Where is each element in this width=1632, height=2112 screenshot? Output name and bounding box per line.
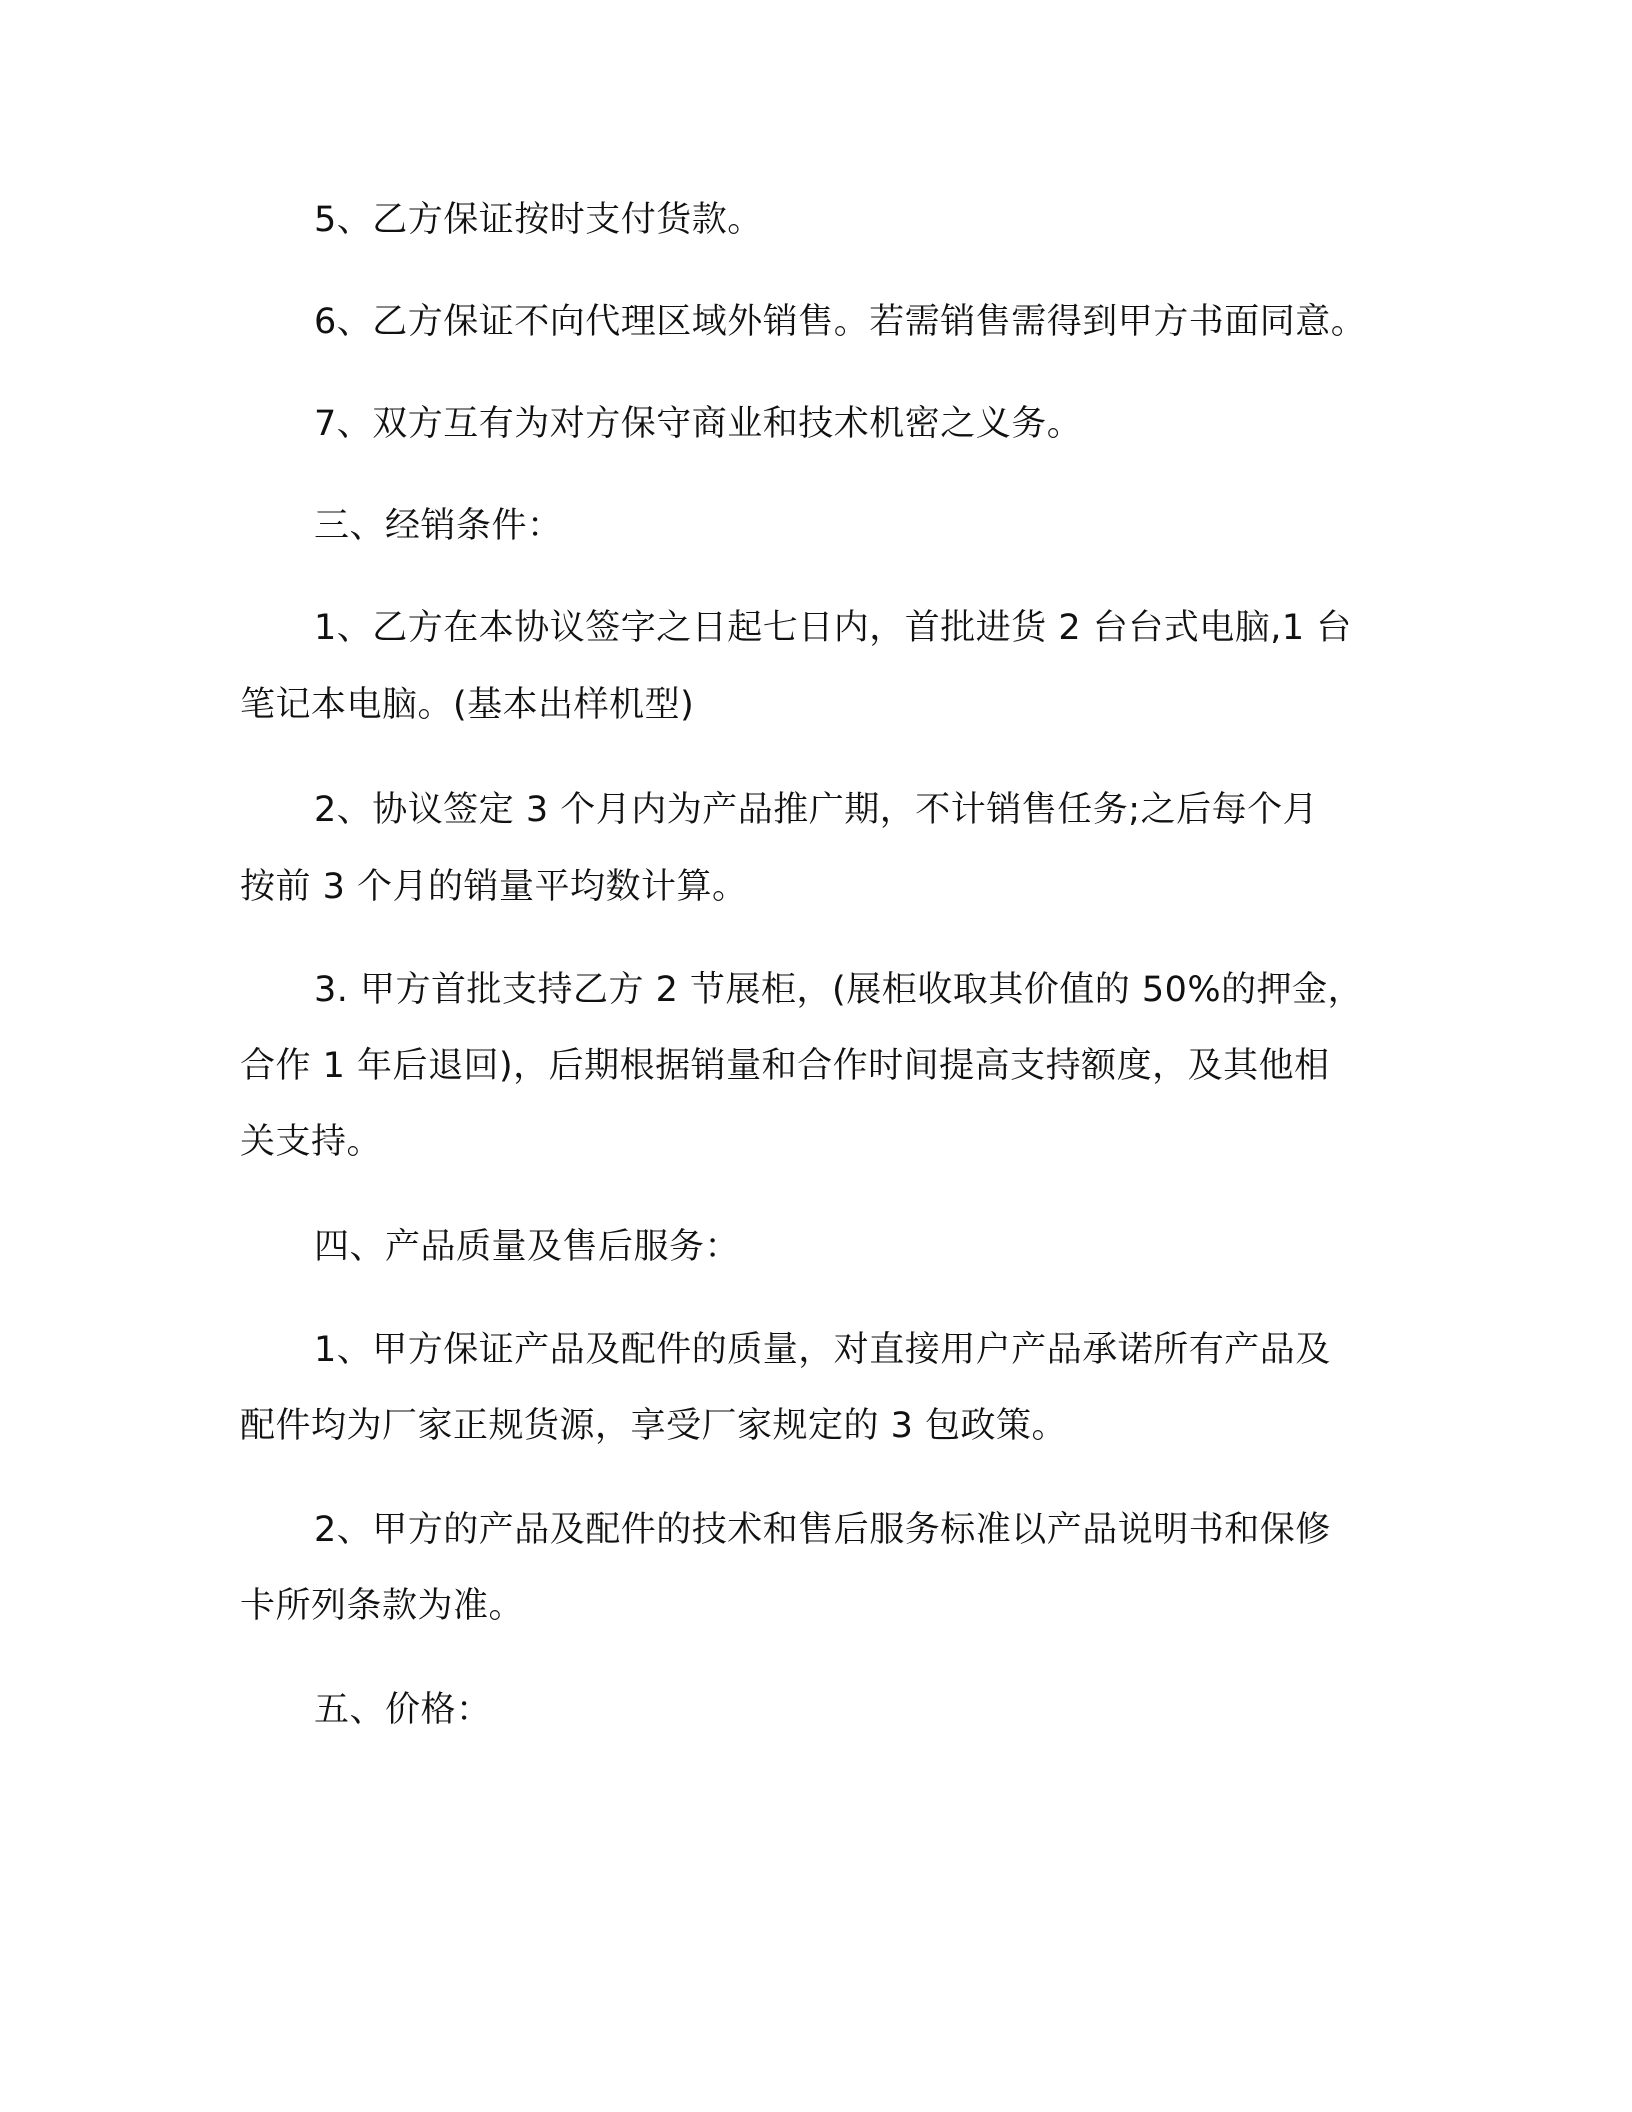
section-3-item-1-line-1: 1、乙方在本协议签字之日起七日内，首批进货 2 台台式电脑,1 台 (314, 608, 1352, 648)
section-4-item-2-line-2: 卡所列条款为准。 (240, 1586, 525, 1626)
section-3-heading: 三、经销条件： (314, 506, 563, 546)
section-3-item-2-line-1: 2、协议签定 3 个月内为产品推广期，不计销售任务;之后每个月 (314, 790, 1319, 830)
section-3-item-3-line-3: 关支持。 (240, 1122, 383, 1162)
clause-6-line: 6、乙方保证不向代理区域外销售。若需销售需得到甲方书面同意。 (314, 302, 1367, 342)
section-3-item-3-line-2: 合作 1 年后退回)，后期根据销量和合作时间提高支持额度，及其他相 (240, 1046, 1330, 1086)
section-4-heading: 四、产品质量及售后服务： (314, 1227, 741, 1267)
clause-7-line: 7、双方互有为对方保守商业和技术机密之义务。 (314, 404, 1083, 444)
section-4-item-1-line-2: 配件均为厂家正规货源，享受厂家规定的 3 包政策。 (240, 1406, 1068, 1446)
section-5-heading: 五、价格： (314, 1690, 492, 1730)
clause-5-line: 5、乙方保证按时支付货款。 (314, 200, 763, 240)
section-3-item-1-line-2: 笔记本电脑。(基本出样机型) (240, 685, 695, 725)
section-3-item-3-line-1: 3. 甲方首批支持乙方 2 节展柜，(展柜收取其价值的 50%的押金， (314, 970, 1364, 1010)
section-3-item-2-line-2: 按前 3 个月的销量平均数计算。 (240, 867, 748, 907)
section-4-item-2-line-1: 2、甲方的产品及配件的技术和售后服务标准以产品说明书和保修 (314, 1510, 1331, 1550)
section-4-item-1-line-1: 1、甲方保证产品及配件的质量，对直接用户产品承诺所有产品及 (314, 1330, 1331, 1370)
